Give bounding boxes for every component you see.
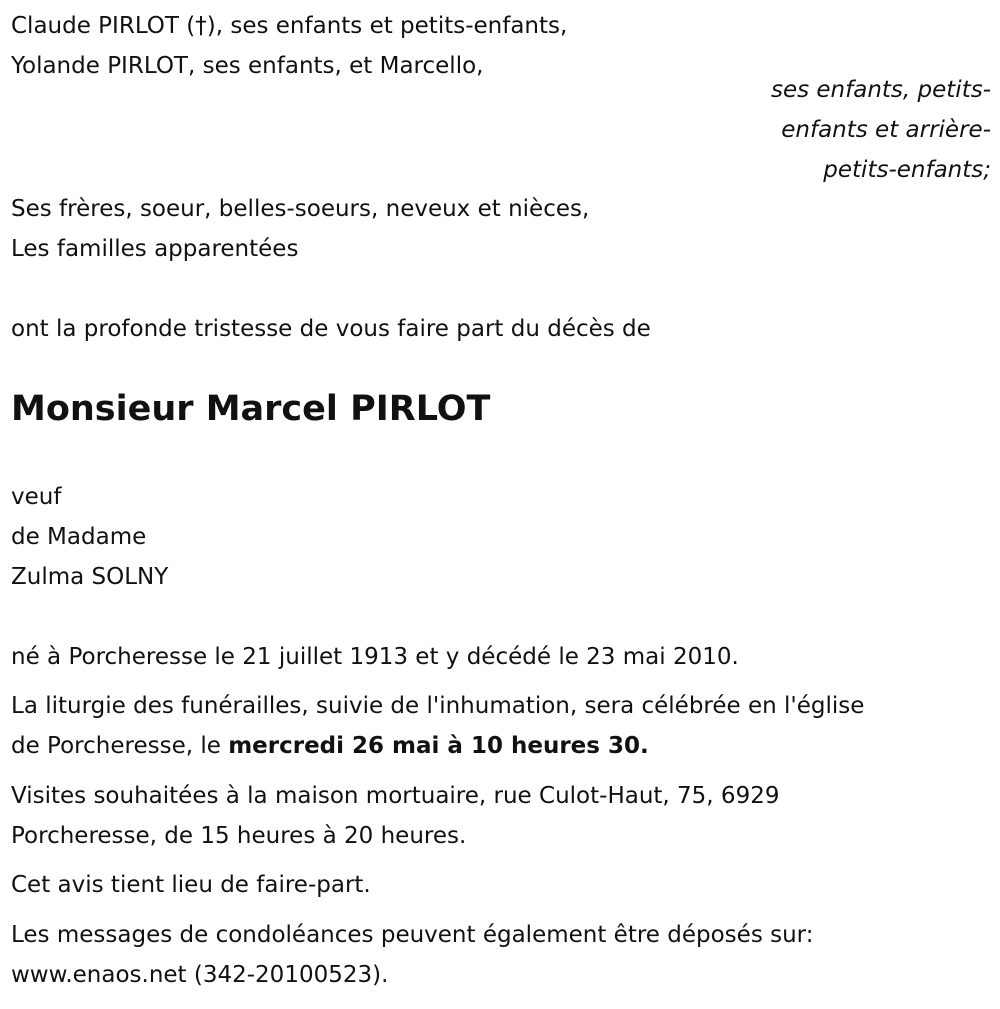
condolences-line-2: www.enaos.net (342-20100523). [11, 962, 389, 988]
liturgy-line-2 [11, 726, 649, 766]
condolences-line-1: Les messages de condoléances peuvent également être déposés sur: [11, 922, 814, 948]
liturgy-location: de Porcheresse, le [11, 733, 229, 759]
grandchildren-block [771, 70, 991, 190]
birth-death-text: né à Porcheresse le 21 juillet 1913 et y décédé le 23 mai 2010. [11, 644, 739, 670]
grandchildren-line-2: enfants et arrière- [781, 117, 991, 143]
widower-line: veuf [11, 484, 62, 510]
family-line-relatives: Les familles apparentées [11, 236, 299, 262]
spouse-name-line: Zulma SOLNY [11, 564, 169, 590]
family-line-yolande: Yolande PIRLOT, ses enfants, et Marcello, [11, 53, 484, 79]
visits-line-2: Porcheresse, de 15 heures à 20 heures. [11, 823, 467, 849]
grandchildren-line-3: petits-enfants; [823, 157, 991, 183]
family-line-siblings: Ses frères, soeur, belles-soeurs, neveux et nièces, [11, 196, 590, 222]
deceased-name-heading: Monsieur Marcel PIRLOT [11, 389, 491, 429]
family-line-claude: Claude PIRLOT (†), ses enfants et petits-enfants, [11, 13, 568, 39]
visits-line-1: Visites souhaitées à la maison mortuaire, rue Culot-Haut, 75, 6929 [11, 783, 780, 809]
announcement-text: ont la profonde tristesse de vous faire part du décès de [11, 316, 651, 342]
grandchildren-line-1: ses enfants, petits- [770, 77, 991, 103]
liturgy-line-1: La liturgie des funérailles, suivie de l'inhumation, sera célébrée en l'église [11, 693, 865, 719]
notice-text: Cet avis tient lieu de faire-part. [11, 872, 371, 898]
liturgy-date: mercredi 26 mai à 10 heures 30. [228, 733, 649, 759]
spouse-title-line: de Madame [11, 524, 147, 550]
